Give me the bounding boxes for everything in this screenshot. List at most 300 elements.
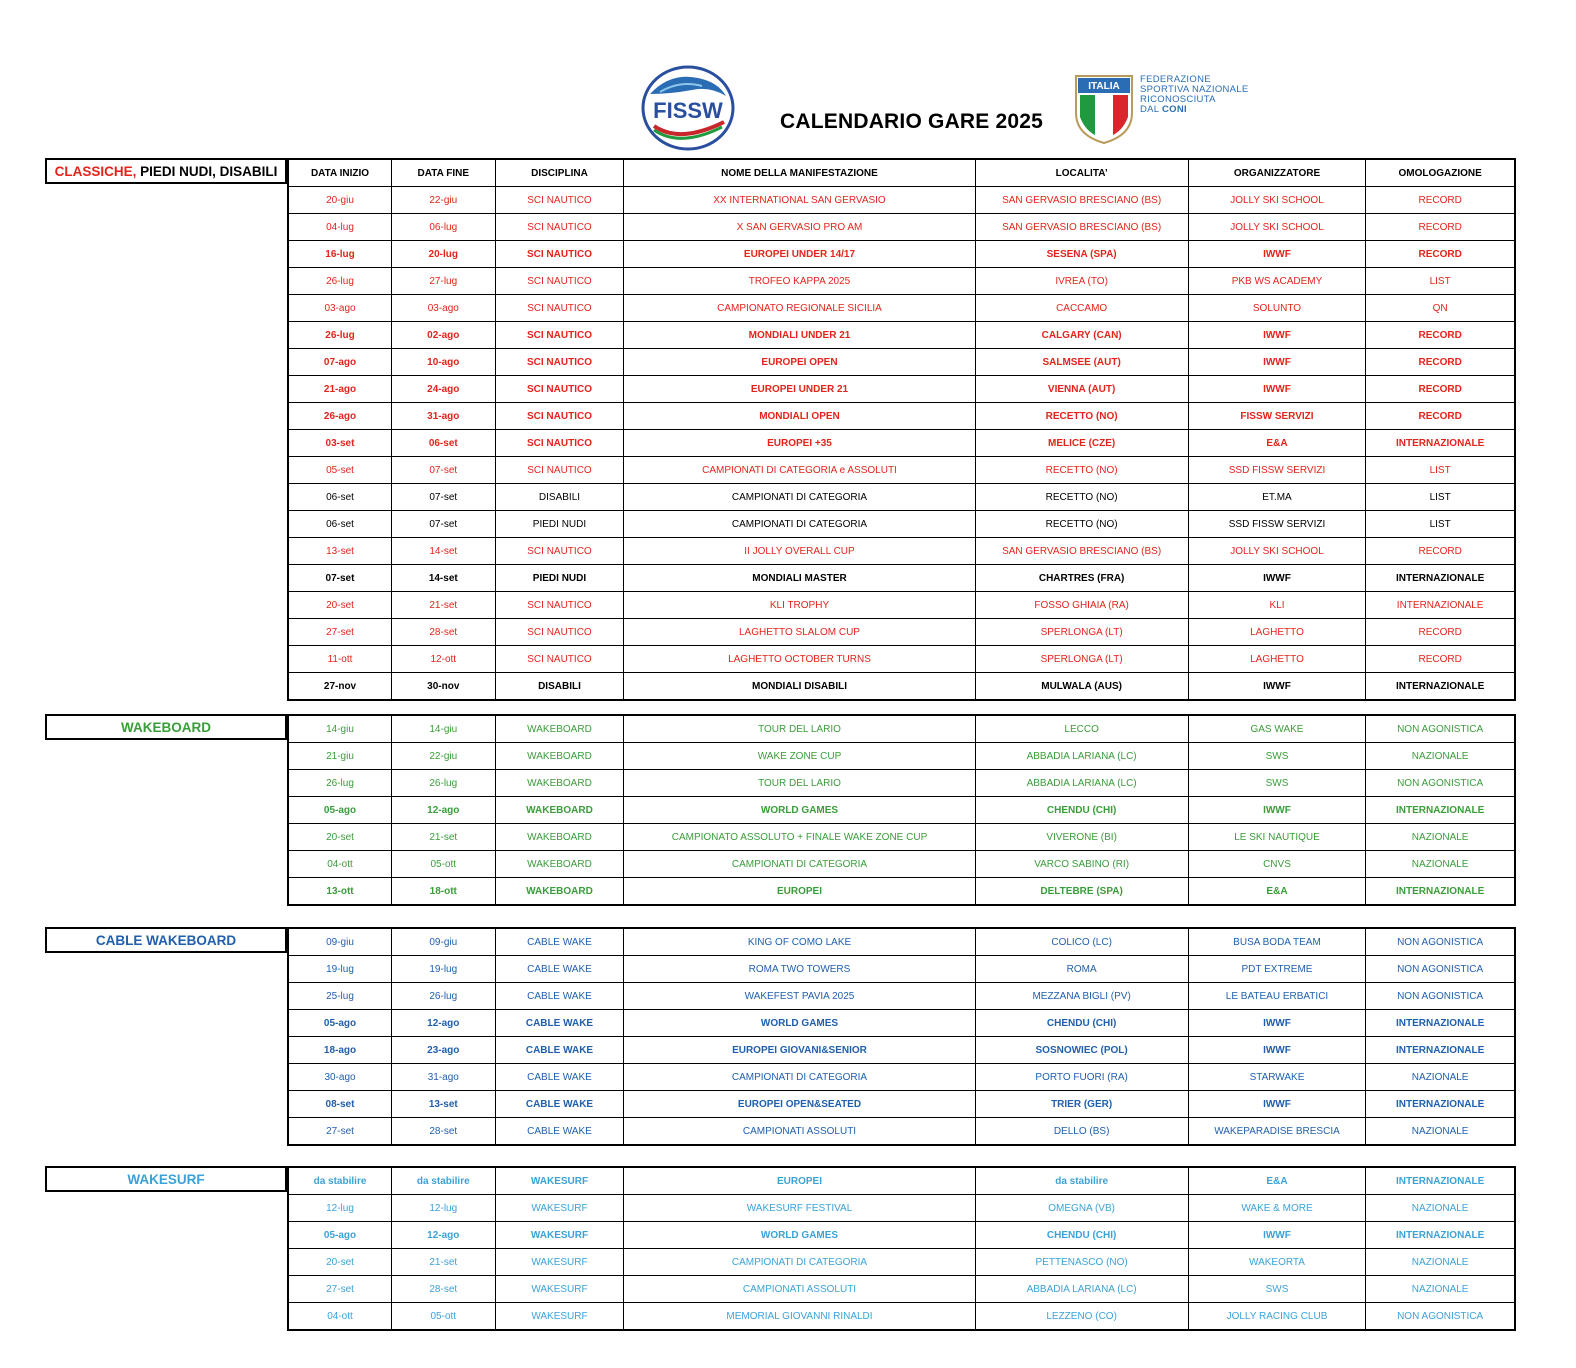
cell-data-inizio: 04-ott — [288, 1303, 392, 1331]
cell-organizzatore: WAKE & MORE — [1188, 1195, 1366, 1222]
cell-localita: SAN GERVASIO BRESCIANO (BS) — [975, 187, 1188, 214]
cell-data-inizio: 27-set — [288, 619, 392, 646]
coni-text-line-3: RICONOSCIUTA — [1140, 94, 1216, 105]
cell-organizzatore: IWWF — [1188, 349, 1366, 376]
cell-omologazione: RECORD — [1366, 403, 1515, 430]
cell-nome-manifestazione: WAKESURF FESTIVAL — [624, 1195, 975, 1222]
cell-disciplina: SCI NAUTICO — [495, 592, 624, 619]
cell-nome-manifestazione: MONDIALI UNDER 21 — [624, 322, 975, 349]
cell-disciplina: DISABILI — [495, 673, 624, 701]
cell-disciplina: SCI NAUTICO — [495, 295, 624, 322]
cell-nome-manifestazione: WAKEFEST PAVIA 2025 — [624, 983, 975, 1010]
cell-organizzatore: STARWAKE — [1188, 1064, 1366, 1091]
cell-data-fine: 05-ott — [392, 1303, 496, 1331]
table-row — [288, 878, 1515, 906]
cell-disciplina: WAKEBOARD — [495, 715, 624, 743]
table-row — [288, 1091, 1515, 1118]
cell-data-inizio: 27-set — [288, 1276, 392, 1303]
table-row — [288, 268, 1515, 295]
cell-disciplina: SCI NAUTICO — [495, 241, 624, 268]
cell-nome-manifestazione: CAMPIONATI DI CATEGORIA — [624, 851, 975, 878]
table-row — [288, 983, 1515, 1010]
table-row — [288, 619, 1515, 646]
cell-localita: RECETTO (NO) — [975, 484, 1188, 511]
cell-localita: VARCO SABINO (RI) — [975, 851, 1188, 878]
cell-omologazione: INTERNAZIONALE — [1366, 1010, 1515, 1037]
table-row — [288, 824, 1515, 851]
cell-disciplina: WAKESURF — [495, 1167, 624, 1195]
cell-organizzatore: E&A — [1188, 430, 1366, 457]
cell-omologazione: INTERNAZIONALE — [1366, 565, 1515, 592]
cell-organizzatore: WAKEORTA — [1188, 1249, 1366, 1276]
cell-data-fine: 26-lug — [392, 770, 496, 797]
table-header-row — [288, 159, 1515, 187]
cell-localita: DELLO (BS) — [975, 1118, 1188, 1146]
cell-omologazione: RECORD — [1366, 619, 1515, 646]
cell-data-inizio: 04-lug — [288, 214, 392, 241]
cell-omologazione: QN — [1366, 295, 1515, 322]
cell-disciplina: DISABILI — [495, 484, 624, 511]
cell-disciplina: SCI NAUTICO — [495, 646, 624, 673]
cell-organizzatore: IWWF — [1188, 673, 1366, 701]
cell-data-fine: 13-set — [392, 1091, 496, 1118]
cell-data-inizio: 08-set — [288, 1091, 392, 1118]
cell-omologazione: INTERNAZIONALE — [1366, 430, 1515, 457]
cell-data-fine: 21-set — [392, 1249, 496, 1276]
cell-data-inizio: 20-set — [288, 1249, 392, 1276]
table-row — [288, 565, 1515, 592]
coni-text-line-4: DAL CONI — [1140, 104, 1187, 115]
table-row — [288, 1167, 1515, 1195]
cell-disciplina: WAKESURF — [495, 1249, 624, 1276]
cell-omologazione: NON AGONISTICA — [1366, 715, 1515, 743]
cell-nome-manifestazione: MONDIALI OPEN — [624, 403, 975, 430]
cell-nome-manifestazione: CAMPIONATI DI CATEGORIA — [624, 484, 975, 511]
table-row — [288, 214, 1515, 241]
cell-disciplina: WAKEBOARD — [495, 797, 624, 824]
cell-disciplina: PIEDI NUDI — [495, 565, 624, 592]
cell-data-fine: 12-lug — [392, 1195, 496, 1222]
cell-organizzatore: IWWF — [1188, 322, 1366, 349]
cell-disciplina: SCI NAUTICO — [495, 430, 624, 457]
cell-data-fine: 14-set — [392, 565, 496, 592]
calendar-table-wakeboard — [287, 714, 1516, 906]
cell-data-fine: 10-ago — [392, 349, 496, 376]
cell-disciplina: CABLE WAKE — [495, 928, 624, 956]
table-row — [288, 673, 1515, 701]
section-label-classiche: CLASSICHE, PIEDI NUDI, DISABILI — [45, 158, 287, 184]
cell-omologazione: LIST — [1366, 484, 1515, 511]
cell-localita: FOSSO GHIAIA (RA) — [975, 592, 1188, 619]
cell-data-inizio: 21-ago — [288, 376, 392, 403]
table-row — [288, 1010, 1515, 1037]
cell-disciplina: SCI NAUTICO — [495, 403, 624, 430]
cell-localita: SPERLONGA (LT) — [975, 619, 1188, 646]
cell-disciplina: SCI NAUTICO — [495, 538, 624, 565]
cell-localita: ABBADIA LARIANA (LC) — [975, 770, 1188, 797]
cell-localita: CALGARY (CAN) — [975, 322, 1188, 349]
cell-localita: ABBADIA LARIANA (LC) — [975, 1276, 1188, 1303]
table-row — [288, 1195, 1515, 1222]
table-row — [288, 715, 1515, 743]
cell-organizzatore: SOLUNTO — [1188, 295, 1366, 322]
section-label-cable-wakeboard: CABLE WAKEBOARD — [45, 927, 287, 953]
cell-omologazione: RECORD — [1366, 322, 1515, 349]
cell-disciplina: CABLE WAKE — [495, 1091, 624, 1118]
cell-localita: VIVERONE (BI) — [975, 824, 1188, 851]
cell-data-fine: 20-lug — [392, 241, 496, 268]
section-label-wakesurf: WAKESURF — [45, 1166, 287, 1192]
cell-disciplina: SCI NAUTICO — [495, 457, 624, 484]
cell-data-fine: 24-ago — [392, 376, 496, 403]
cell-nome-manifestazione: CAMPIONATI DI CATEGORIA — [624, 1249, 975, 1276]
cell-organizzatore: SSD FISSW SERVIZI — [1188, 511, 1366, 538]
table-row — [288, 511, 1515, 538]
table-row — [288, 797, 1515, 824]
cell-organizzatore: SWS — [1188, 743, 1366, 770]
table-row — [288, 349, 1515, 376]
cell-data-inizio: 30-ago — [288, 1064, 392, 1091]
cell-data-fine: 31-ago — [392, 403, 496, 430]
cell-data-inizio: 09-giu — [288, 928, 392, 956]
cell-nome-manifestazione: CAMPIONATI DI CATEGORIA — [624, 511, 975, 538]
table-row — [288, 592, 1515, 619]
cell-localita: CHENDU (CHI) — [975, 1222, 1188, 1249]
cell-omologazione: RECORD — [1366, 241, 1515, 268]
cell-organizzatore: SWS — [1188, 770, 1366, 797]
cell-disciplina: WAKEBOARD — [495, 824, 624, 851]
cell-data-inizio: 19-lug — [288, 956, 392, 983]
cell-data-inizio: 16-lug — [288, 241, 392, 268]
cell-disciplina: WAKESURF — [495, 1276, 624, 1303]
cell-data-inizio: 04-ott — [288, 851, 392, 878]
cell-data-fine: 03-ago — [392, 295, 496, 322]
cell-disciplina: SCI NAUTICO — [495, 322, 624, 349]
calendar-table-wakesurf — [287, 1166, 1516, 1331]
cell-disciplina: CABLE WAKE — [495, 1010, 624, 1037]
cell-localita: VIENNA (AUT) — [975, 376, 1188, 403]
cell-omologazione: RECORD — [1366, 187, 1515, 214]
cell-organizzatore: JOLLY SKI SCHOOL — [1188, 214, 1366, 241]
cell-localita: TRIER (GER) — [975, 1091, 1188, 1118]
fissw-logo-text: FISSW — [653, 98, 723, 123]
cell-data-fine: 05-ott — [392, 851, 496, 878]
cell-omologazione: INTERNAZIONALE — [1366, 797, 1515, 824]
cell-organizzatore: KLI — [1188, 592, 1366, 619]
cell-localita: ROMA — [975, 956, 1188, 983]
col-header-omologazione: OMOLOGAZIONE — [1366, 159, 1515, 187]
cell-data-fine: 12-ott — [392, 646, 496, 673]
cell-organizzatore: IWWF — [1188, 1010, 1366, 1037]
cell-data-inizio: 07-ago — [288, 349, 392, 376]
cell-nome-manifestazione: EUROPEI UNDER 14/17 — [624, 241, 975, 268]
table-row — [288, 187, 1515, 214]
cell-data-fine: 22-giu — [392, 743, 496, 770]
cell-organizzatore: JOLLY SKI SCHOOL — [1188, 538, 1366, 565]
cell-organizzatore: IWWF — [1188, 797, 1366, 824]
cell-organizzatore: LAGHETTO — [1188, 619, 1366, 646]
cell-omologazione: RECORD — [1366, 349, 1515, 376]
table-row — [288, 322, 1515, 349]
cell-data-fine: 19-lug — [392, 956, 496, 983]
cell-data-inizio: 26-lug — [288, 268, 392, 295]
cell-localita: LEZZENO (CO) — [975, 1303, 1188, 1331]
cell-data-fine: 22-giu — [392, 187, 496, 214]
cell-localita: SESENA (SPA) — [975, 241, 1188, 268]
cell-data-fine: 09-giu — [392, 928, 496, 956]
cell-nome-manifestazione: X SAN GERVASIO PRO AM — [624, 214, 975, 241]
cell-data-fine: 30-nov — [392, 673, 496, 701]
cell-nome-manifestazione: LAGHETTO SLALOM CUP — [624, 619, 975, 646]
cell-data-inizio: 18-ago — [288, 1037, 392, 1064]
cell-data-inizio: 11-ott — [288, 646, 392, 673]
cell-nome-manifestazione: EUROPEI — [624, 1167, 975, 1195]
cell-localita: RECETTO (NO) — [975, 511, 1188, 538]
cell-omologazione: LIST — [1366, 511, 1515, 538]
cell-disciplina: CABLE WAKE — [495, 1118, 624, 1146]
cell-omologazione: INTERNAZIONALE — [1366, 1037, 1515, 1064]
cell-data-inizio: 26-lug — [288, 770, 392, 797]
cell-omologazione: INTERNAZIONALE — [1366, 592, 1515, 619]
cell-organizzatore: IWWF — [1188, 1222, 1366, 1249]
cell-organizzatore: JOLLY RACING CLUB — [1188, 1303, 1366, 1331]
fissw-logo — [640, 64, 736, 152]
cell-organizzatore: IWWF — [1188, 241, 1366, 268]
cell-data-inizio: 06-set — [288, 484, 392, 511]
table-row — [288, 956, 1515, 983]
cell-organizzatore: GAS WAKE — [1188, 715, 1366, 743]
cell-data-fine: 14-giu — [392, 715, 496, 743]
cell-localita: COLICO (LC) — [975, 928, 1188, 956]
cell-disciplina: SCI NAUTICO — [495, 349, 624, 376]
cell-data-fine: 28-set — [392, 1118, 496, 1146]
cell-omologazione: RECORD — [1366, 646, 1515, 673]
cell-localita: ABBADIA LARIANA (LC) — [975, 743, 1188, 770]
cell-data-fine: 23-ago — [392, 1037, 496, 1064]
cell-organizzatore: LE BATEAU ERBATICI — [1188, 983, 1366, 1010]
table-row — [288, 770, 1515, 797]
cell-localita: da stabilire — [975, 1167, 1188, 1195]
cell-omologazione: NAZIONALE — [1366, 1118, 1515, 1146]
cell-nome-manifestazione: CAMPIONATO REGIONALE SICILIA — [624, 295, 975, 322]
cell-organizzatore: ET.MA — [1188, 484, 1366, 511]
col-header-data-fine: DATA FINE — [392, 159, 496, 187]
cell-data-fine: 28-set — [392, 619, 496, 646]
cell-data-inizio: 03-ago — [288, 295, 392, 322]
col-header-disciplina: DISCIPLINA — [495, 159, 624, 187]
cell-omologazione: NAZIONALE — [1366, 1195, 1515, 1222]
cell-organizzatore: PKB WS ACADEMY — [1188, 268, 1366, 295]
cell-data-inizio: 20-set — [288, 592, 392, 619]
cell-nome-manifestazione: WORLD GAMES — [624, 1010, 975, 1037]
table-row — [288, 646, 1515, 673]
cell-data-inizio: 27-set — [288, 1118, 392, 1146]
cell-nome-manifestazione: TOUR DEL LARIO — [624, 715, 975, 743]
cell-omologazione: NON AGONISTICA — [1366, 1303, 1515, 1331]
cell-data-inizio: 03-set — [288, 430, 392, 457]
table-row — [288, 457, 1515, 484]
cell-disciplina: SCI NAUTICO — [495, 214, 624, 241]
cell-data-fine: 21-set — [392, 592, 496, 619]
cell-data-inizio: 13-ott — [288, 878, 392, 906]
cell-disciplina: WAKESURF — [495, 1303, 624, 1331]
cell-disciplina: SCI NAUTICO — [495, 187, 624, 214]
cell-localita: PETTENASCO (NO) — [975, 1249, 1188, 1276]
cell-nome-manifestazione: MONDIALI MASTER — [624, 565, 975, 592]
cell-data-fine: 12-ago — [392, 1222, 496, 1249]
cell-nome-manifestazione: WORLD GAMES — [624, 1222, 975, 1249]
page-header — [0, 0, 1576, 150]
cell-organizzatore: E&A — [1188, 878, 1366, 906]
cell-data-fine: 27-lug — [392, 268, 496, 295]
cell-data-inizio: 12-lug — [288, 1195, 392, 1222]
cell-omologazione: RECORD — [1366, 376, 1515, 403]
table-row — [288, 1249, 1515, 1276]
cell-nome-manifestazione: CAMPIONATI ASSOLUTI — [624, 1118, 975, 1146]
cell-nome-manifestazione: WORLD GAMES — [624, 797, 975, 824]
cell-nome-manifestazione: LAGHETTO OCTOBER TURNS — [624, 646, 975, 673]
cell-disciplina: SCI NAUTICO — [495, 268, 624, 295]
cell-data-fine: 31-ago — [392, 1064, 496, 1091]
cell-data-fine: 28-set — [392, 1276, 496, 1303]
cell-data-fine: 06-lug — [392, 214, 496, 241]
cell-nome-manifestazione: EUROPEI UNDER 21 — [624, 376, 975, 403]
cell-organizzatore: SSD FISSW SERVIZI — [1188, 457, 1366, 484]
cell-nome-manifestazione: WAKE ZONE CUP — [624, 743, 975, 770]
cell-localita: DELTEBRE (SPA) — [975, 878, 1188, 906]
cell-omologazione: NON AGONISTICA — [1366, 956, 1515, 983]
table-row — [288, 484, 1515, 511]
cell-omologazione: NAZIONALE — [1366, 1276, 1515, 1303]
cell-nome-manifestazione: TROFEO KAPPA 2025 — [624, 268, 975, 295]
calendar-table-classiche — [287, 158, 1516, 701]
cell-disciplina: CABLE WAKE — [495, 1037, 624, 1064]
cell-nome-manifestazione: CAMPIONATI DI CATEGORIA e ASSOLUTI — [624, 457, 975, 484]
cell-disciplina: CABLE WAKE — [495, 983, 624, 1010]
table-row — [288, 376, 1515, 403]
cell-disciplina: CABLE WAKE — [495, 1064, 624, 1091]
cell-localita: PORTO FUORI (RA) — [975, 1064, 1188, 1091]
cell-data-inizio: 07-set — [288, 565, 392, 592]
table-row — [288, 928, 1515, 956]
cell-nome-manifestazione: II JOLLY OVERALL CUP — [624, 538, 975, 565]
coni-badge-text: ITALIA — [1088, 81, 1120, 92]
cell-nome-manifestazione: CAMPIONATI DI CATEGORIA — [624, 1064, 975, 1091]
cell-nome-manifestazione: ROMA TWO TOWERS — [624, 956, 975, 983]
cell-data-inizio: 14-giu — [288, 715, 392, 743]
cell-data-fine: 06-set — [392, 430, 496, 457]
col-header-localita: LOCALITA’ — [975, 159, 1188, 187]
cell-data-fine: 12-ago — [392, 1010, 496, 1037]
cell-omologazione: INTERNAZIONALE — [1366, 1091, 1515, 1118]
cell-nome-manifestazione: KING OF COMO LAKE — [624, 928, 975, 956]
table-row — [288, 538, 1515, 565]
cell-data-inizio: 05-ago — [288, 1222, 392, 1249]
cell-data-inizio: 13-set — [288, 538, 392, 565]
cell-data-inizio: 25-lug — [288, 983, 392, 1010]
cell-nome-manifestazione: XX INTERNATIONAL SAN GERVASIO — [624, 187, 975, 214]
cell-localita: MEZZANA BIGLI (PV) — [975, 983, 1188, 1010]
cell-data-inizio: 05-set — [288, 457, 392, 484]
cell-omologazione: RECORD — [1366, 538, 1515, 565]
cell-disciplina: WAKEBOARD — [495, 743, 624, 770]
cell-localita: SPERLONGA (LT) — [975, 646, 1188, 673]
cell-disciplina: PIEDI NUDI — [495, 511, 624, 538]
cell-nome-manifestazione: TOUR DEL LARIO — [624, 770, 975, 797]
cell-organizzatore: IWWF — [1188, 376, 1366, 403]
table-row — [288, 851, 1515, 878]
cell-localita: CHENDU (CHI) — [975, 1010, 1188, 1037]
cell-omologazione: INTERNAZIONALE — [1366, 1222, 1515, 1249]
table-row — [288, 743, 1515, 770]
cell-data-inizio: 05-ago — [288, 1010, 392, 1037]
cell-omologazione: INTERNAZIONALE — [1366, 673, 1515, 701]
coni-text-line-1: FEDERAZIONE — [1140, 74, 1211, 85]
cell-localita: SAN GERVASIO BRESCIANO (BS) — [975, 538, 1188, 565]
table-row — [288, 241, 1515, 268]
cell-data-fine: 07-set — [392, 511, 496, 538]
cell-data-inizio: 26-ago — [288, 403, 392, 430]
coni-text-line-2: SPORTIVA NAZIONALE — [1140, 84, 1249, 95]
cell-omologazione: LIST — [1366, 457, 1515, 484]
calendar-table-cable-wakeboard — [287, 927, 1516, 1146]
cell-omologazione: INTERNAZIONALE — [1366, 1167, 1515, 1195]
table-row — [288, 1037, 1515, 1064]
cell-localita: CACCAMO — [975, 295, 1188, 322]
col-header-nome: NOME DELLA MANIFESTAZIONE — [624, 159, 975, 187]
page-title: CALENDARIO GARE 2025 — [780, 110, 1044, 133]
coni-federation-text — [1140, 75, 1249, 115]
cell-localita: OMEGNA (VB) — [975, 1195, 1188, 1222]
cell-organizzatore: LAGHETTO — [1188, 646, 1366, 673]
cell-omologazione: NON AGONISTICA — [1366, 770, 1515, 797]
cell-data-inizio: 06-set — [288, 511, 392, 538]
cell-data-fine: 21-set — [392, 824, 496, 851]
cell-nome-manifestazione: CAMPIONATI ASSOLUTI — [624, 1276, 975, 1303]
table-row — [288, 1118, 1515, 1146]
cell-data-inizio: 26-lug — [288, 322, 392, 349]
table-row — [288, 1276, 1515, 1303]
cell-organizzatore: IWWF — [1188, 1091, 1366, 1118]
cell-data-inizio: da stabilire — [288, 1167, 392, 1195]
cell-data-inizio: 20-set — [288, 824, 392, 851]
cell-nome-manifestazione: EUROPEI OPEN&SEATED — [624, 1091, 975, 1118]
cell-data-fine: 02-ago — [392, 322, 496, 349]
cell-organizzatore: JOLLY SKI SCHOOL — [1188, 187, 1366, 214]
cell-omologazione: LIST — [1366, 268, 1515, 295]
cell-data-fine: 07-set — [392, 484, 496, 511]
cell-localita: MULWALA (AUS) — [975, 673, 1188, 701]
cell-organizzatore: WAKEPARADISE BRESCIA — [1188, 1118, 1366, 1146]
table-row — [288, 1303, 1515, 1331]
cell-organizzatore: CNVS — [1188, 851, 1366, 878]
cell-nome-manifestazione: EUROPEI GIOVANI&SENIOR — [624, 1037, 975, 1064]
cell-nome-manifestazione: EUROPEI — [624, 878, 975, 906]
cell-localita: SALMSEE (AUT) — [975, 349, 1188, 376]
cell-data-fine: 14-set — [392, 538, 496, 565]
cell-data-inizio: 27-nov — [288, 673, 392, 701]
cell-organizzatore: SWS — [1188, 1276, 1366, 1303]
col-header-organizzatore: ORGANIZZATORE — [1188, 159, 1366, 187]
section-label-wakeboard: WAKEBOARD — [45, 714, 287, 740]
cell-localita: CHENDU (CHI) — [975, 797, 1188, 824]
table-row — [288, 1064, 1515, 1091]
cell-omologazione: NON AGONISTICA — [1366, 928, 1515, 956]
cell-localita: SOSNOWIEC (POL) — [975, 1037, 1188, 1064]
cell-localita: CHARTRES (FRA) — [975, 565, 1188, 592]
table-row — [288, 403, 1515, 430]
cell-data-fine: da stabilire — [392, 1167, 496, 1195]
